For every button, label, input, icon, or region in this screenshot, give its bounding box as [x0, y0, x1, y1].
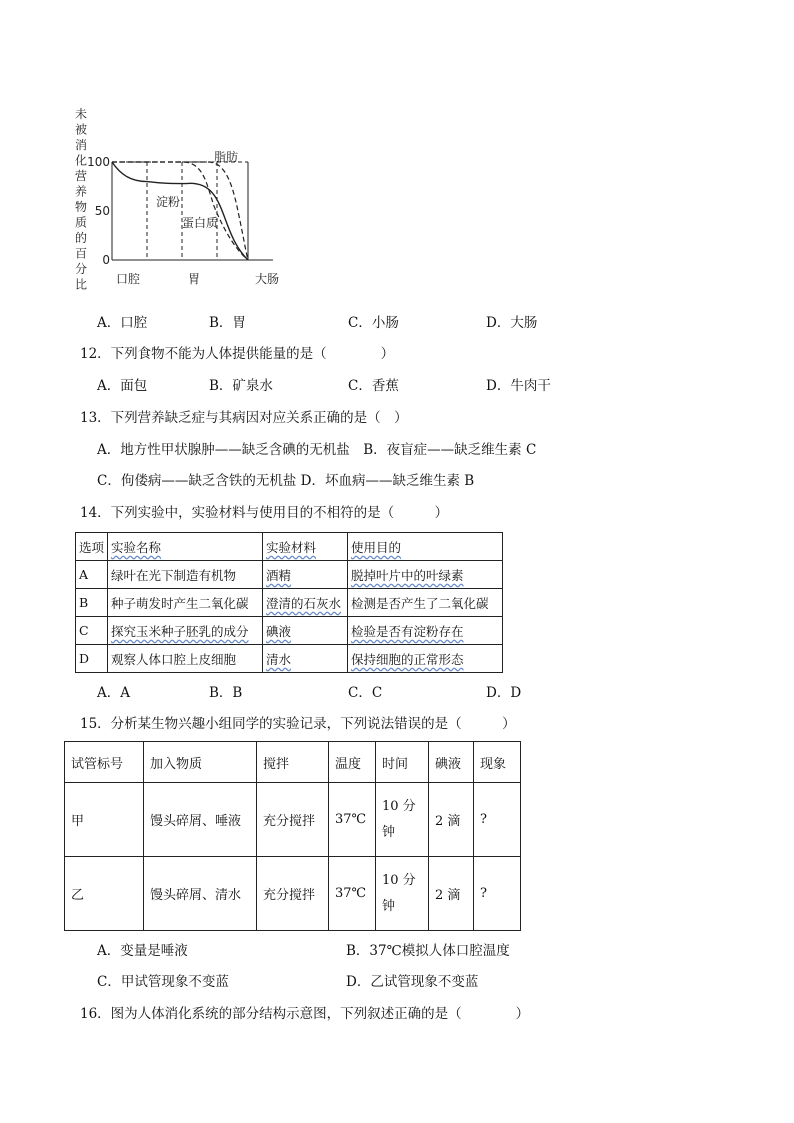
header-text: 实验名称: [111, 539, 162, 555]
q12-option-a[interactable]: A．面包: [97, 378, 148, 394]
table-cell: 观察人体口腔上皮细胞: [108, 645, 263, 673]
table-cell: 乙: [65, 857, 144, 931]
x-region-label: 大肠: [254, 272, 280, 286]
table-cell: ?: [474, 783, 521, 857]
table-cell: [263, 561, 348, 589]
table-cell: 充分搅拌: [257, 783, 329, 857]
table-header-cell: [263, 533, 348, 561]
table-header-cell: 时间: [376, 742, 429, 783]
table-header-cell: 温度: [329, 742, 376, 783]
q15-option-c[interactable]: C．甲试管现象不变蓝: [97, 974, 229, 990]
digestion-chart: [68, 102, 288, 298]
y-axis-label-char: 物: [74, 200, 88, 214]
table-cell: [263, 589, 348, 617]
table-header-cell: 碘液: [429, 742, 474, 783]
q15-option-d[interactable]: D．乙试管现象不变蓝: [346, 974, 479, 990]
table-header-cell: 搅拌: [257, 742, 329, 783]
table-header-cell: [108, 533, 263, 561]
table-cell: D: [76, 645, 108, 673]
y-axis-label-char: 被: [74, 122, 88, 137]
cell-text: 检验是否有淀粉存在: [351, 623, 464, 639]
q12-option-d[interactable]: D．牛肉干: [486, 378, 551, 394]
y-axis-label-char: 化: [74, 153, 88, 168]
table-cell: 10 分钟: [376, 857, 429, 931]
q13-options-line2[interactable]: C．佝偻病——缺乏含铁的无机盐 D．坏血病——缺乏维生素 B: [97, 473, 475, 489]
y-axis-label-char: 比: [74, 277, 88, 292]
table-header-cell: [348, 533, 503, 561]
table-row: [65, 857, 521, 931]
table-cell: 种子萌发时产生二氧化碳: [108, 589, 263, 617]
q12-option-b[interactable]: B．矿泉水: [209, 378, 273, 394]
y-axis-label: [75, 106, 87, 292]
table-cell: [348, 645, 503, 673]
q11-option-d[interactable]: D．大肠: [486, 315, 538, 331]
cell-text: 碘液: [266, 623, 292, 639]
table-header-cell: 试管标号: [65, 742, 144, 783]
table-cell: [348, 617, 503, 645]
table-cell: ?: [474, 857, 521, 931]
table-cell: 2 滴: [429, 857, 474, 931]
q15-table: [64, 741, 521, 931]
cell-text: 探究玉米种子胚乳的成分: [111, 623, 249, 639]
table-cell: 绿叶在光下制造有机物: [108, 561, 263, 589]
q13-options-line1[interactable]: A．地方性甲状腺肿——缺乏含碘的无机盐 B．夜盲症——缺乏维生素 C: [97, 442, 537, 458]
series-line-fat: [112, 162, 248, 260]
y-tick-label: 0: [102, 253, 110, 267]
table-cell: 甲: [65, 783, 144, 857]
y-axis-label-char: 养: [74, 184, 88, 199]
table-cell: 2 滴: [429, 783, 474, 857]
q15-option-b[interactable]: B．37℃模拟人体口腔温度: [346, 943, 510, 959]
q16-stem: 16．图为人体消化系统的部分结构示意图，下列叙述正确的是（ ）: [80, 1006, 530, 1022]
x-region-label: 口腔: [115, 272, 141, 286]
q14-option-d[interactable]: D．D: [486, 685, 522, 701]
table-cell: 检测是否产生了二氧化碳: [348, 589, 503, 617]
table-cell: A: [76, 561, 108, 589]
q11-option-c[interactable]: C．小肠: [348, 315, 399, 331]
table-cell: 37℃: [329, 857, 376, 931]
table-cell: 充分搅拌: [257, 857, 329, 931]
table-header-row: [65, 742, 521, 783]
y-tick-label: 50: [94, 204, 110, 218]
y-axis-label-char: 质: [74, 215, 88, 230]
table-cell: [348, 561, 503, 589]
q11-option-a[interactable]: A．口腔: [97, 315, 148, 331]
series-label-protein: 蛋白质: [182, 216, 219, 230]
q11-option-b[interactable]: B．胃: [209, 315, 246, 331]
q15-stem: 15．分析某生物兴趣小组同学的实验记录，下列说法错误的是（ ）: [80, 716, 516, 732]
q12-stem: 12．下列食物不能为人体提供能量的是（ ）: [80, 346, 395, 362]
y-tick-label: 100: [87, 155, 110, 169]
table-cell: C: [76, 617, 108, 645]
series-label-fat: 脂肪: [214, 150, 239, 164]
y-axis-label-char: 未: [74, 107, 88, 121]
q14-option-b[interactable]: B．B: [209, 685, 243, 701]
table-cell: [108, 617, 263, 645]
cell-text: 酒精: [266, 567, 292, 583]
table-cell: 10 分钟: [376, 783, 429, 857]
table-header-cell: 选项: [76, 533, 108, 561]
table-row: [76, 561, 503, 589]
q14-option-c[interactable]: C．C: [348, 685, 383, 701]
cell-text: 澄清的石灰水: [266, 595, 342, 611]
q14-option-a[interactable]: A．A: [97, 685, 130, 701]
header-text: 实验材料: [266, 539, 317, 555]
table-cell: 馒头碎屑、唾液: [144, 783, 257, 857]
table-cell: 37℃: [329, 783, 376, 857]
header-text: 使用目的: [351, 539, 402, 555]
y-axis-label-char: 百: [74, 246, 88, 261]
y-axis-label-char: 消: [74, 138, 88, 152]
table-row: [65, 783, 521, 857]
x-region-label: 胃: [187, 272, 201, 286]
table-header-cell: 加入物质: [144, 742, 257, 783]
series-label-starch: 淀粉: [156, 195, 181, 209]
cell-text: 脱掉叶片中的叶绿素: [351, 567, 464, 583]
q14-table: [75, 532, 503, 673]
cell-text: 保持细胞的正常形态: [351, 651, 464, 667]
table-cell: B: [76, 589, 108, 617]
q15-option-a[interactable]: A．变量是唾液: [97, 943, 188, 959]
y-axis-label-char: 营: [74, 169, 88, 183]
table-row: [76, 589, 503, 617]
y-axis-label-char: 分: [74, 262, 88, 276]
q12-option-c[interactable]: C．香蕉: [348, 378, 399, 394]
table-row: [76, 645, 503, 673]
table-header-row: [76, 533, 503, 561]
q13-stem: 13．下列营养缺乏症与其病因对应关系正确的是（ ）: [80, 410, 408, 426]
q14-stem: 14．下列实验中，实验材料与使用目的不相符的是（ ）: [80, 505, 449, 521]
table-cell: [263, 617, 348, 645]
cell-text: 清水: [266, 651, 292, 667]
table-row: [76, 617, 503, 645]
y-axis-label-char: 的: [74, 231, 88, 245]
table-cell: 馒头碎屑、清水: [144, 857, 257, 931]
table-header-cell: 现象: [474, 742, 521, 783]
table-cell: [263, 645, 348, 673]
